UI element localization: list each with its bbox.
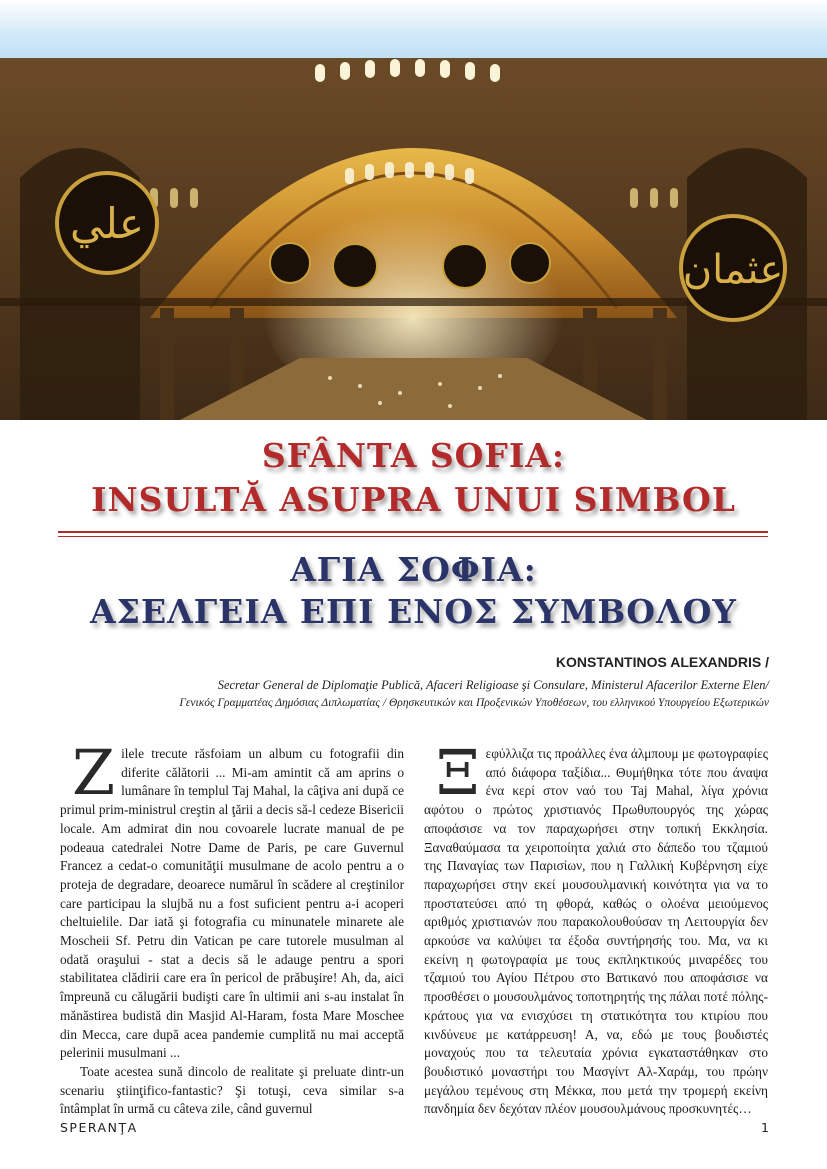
- title-greek-line1: ΑΓΙΑ ΣΟΦΙΑ:: [290, 550, 537, 589]
- title-divider: [58, 531, 768, 533]
- title-romanian-line1: SFÂNTA SOFIA:: [261, 436, 566, 475]
- dropcap: Ξ: [436, 736, 480, 809]
- title-romanian-line2: INSULTĂ ASUPRA UNUI SIMBOL: [91, 480, 736, 519]
- header-band: [0, 0, 827, 58]
- hagia-sophia-photo: [0, 58, 827, 420]
- author-name: KONSTANTINOS ALEXANDRIS /: [555, 654, 769, 670]
- page-number: 1: [761, 1120, 769, 1135]
- author-role-greek: Γενικός Γραμματέας Δημόσιας Διπλωματίας / Θρησκευτικών και Προξενικών Υποθέσεων, του ελληνικού Υπουργείου Εξωτερικών: [179, 697, 769, 709]
- title-divider-thin: [58, 536, 768, 537]
- paragraph: [424, 736, 768, 1119]
- title-greek-line2: ΑΣΕΛΓΕΙΑ ΕΠΙ ΕΝΟΣ ΣΥΜΒΟΛΟΥ: [90, 592, 737, 631]
- calligraphy-medallion-right: [681, 216, 785, 320]
- paragraph-text: εφύλλιζα τις προάλλες ένα άλμπουμ με φωτογραφίες από διάφορα ταξίδια... Θυμήθηκα τότε που άναψα ένα κερί στον ναό του Taj Mahal, λίγα χρόνια αφότου ο πρώτος χριστιανός Πρωθυπουργός της χώρας αποφάσισε να τον παραχωρήσει στην τοπική Εκκλησία. Ξαναθαύμασα τα χειροποίητα χαλιά στο δάπεδο του τζαμιού της Παναγίας των Παρισίων, που η Γαλλική Κυβέρνηση είχε παραχωρήσει στην εκεί μουσουλμανική κοινότητα για να το προστατεύσει από τη φθορά, καθώς ο ολοένα μειούμενος αριθμός χριστιανών που παρακολουθούσαν τη Λειτουργία δεν αρκούσε να καλύψει τα έξοδα συντήρησής του. Μα, να κι εκείνη η φωτογραφία με τους εκπληκτικούς μιναρέδες του τζαμιού του Αγίου Πέτρου στο Βατικανό που αποφάσισε να προσθέσει ο μουσουλμάνος τοποτηρητής της πάλαι ποτέ πόλης-κράτους για να ενισχύσει τη στατικότητα του κτιρίου που κινδύνευε με κατάρρευση! Α, να, εδώ με τους βουδιστές μοναχούς που τα τελευταία χρόνια εγκαταστάθηκαν στο βουδιστικό μοναστήρι του Μασγίντ Αλ-Χαράμ, του πρώην μεγάλου τεμένους στη Μέκκα, που μετά την τρομερή εκείνη πανδημία δεν δεχόταν πλέον μουσουλμάνους προσκυνητές…: [424, 746, 768, 1117]
- column-greek: [424, 736, 768, 1119]
- column-romanian: [60, 736, 404, 1119]
- footer-publication-name: SPERANŢA: [60, 1120, 138, 1135]
- paragraph: [60, 736, 404, 1063]
- paragraph-text: ilele trecute răsfoiam un album cu fotografii din diferite călătorii ... Mi-am amintit că am aprins o lumânare în templul Taj Mahal, la câţiva ani după ce primul prim-ministrul creştin al ţării a decis să-l cedeze Bisericii locale. Am admirat din nou covoarele lucrate manual de pe podeaua catedralei Notre Dame de Paris, pe care Guvernul Francez a cedat-o comunităţii musulmane de acolo pentru a o proteja de degradare, deoarece numărul în scădere al creştinilor care participau la slujbă nu a fost suficient pentru a-i acoperi cheltuielile. Dar iată şi fotografia cu minunatele minarete ale Moscheii Sf. Petru din Vatican pe care tutorele musulman al odată oraşului - stat a decis să le adauge pentru a spori stabilitatea clădirii care era în pericol de prăbuşire! Ah, da, aici împreună cu călugării budişti care în ultimii ani s-au instalat în mănăstirea budistă din Masjid Al-Haram, fosta Mare Moschee din Mecca, care după acea pandemie cumplită nu mai acceptă pelerinii musulmani ...: [60, 746, 404, 1061]
- svg-text:عثمان: عثمان: [682, 247, 784, 293]
- calligraphy-medallion-left: [57, 173, 157, 273]
- svg-text:علي: علي: [70, 199, 144, 248]
- author-role-romanian: Secretar General de Diplomaţie Publică, Afaceri Religioase şi Consulare, Ministerul Afacerilor Externe Elen/: [217, 678, 769, 692]
- dropcap: Z: [72, 736, 116, 809]
- paragraph: Toate acestea sună dincolo de realitate şi preluate dintr-un scenariu ştiinţifico-fantastic? Şi totuşi, ceva similar s-a întâmplat în urmă cu câteva zile, când guvernul: [60, 1063, 404, 1117]
